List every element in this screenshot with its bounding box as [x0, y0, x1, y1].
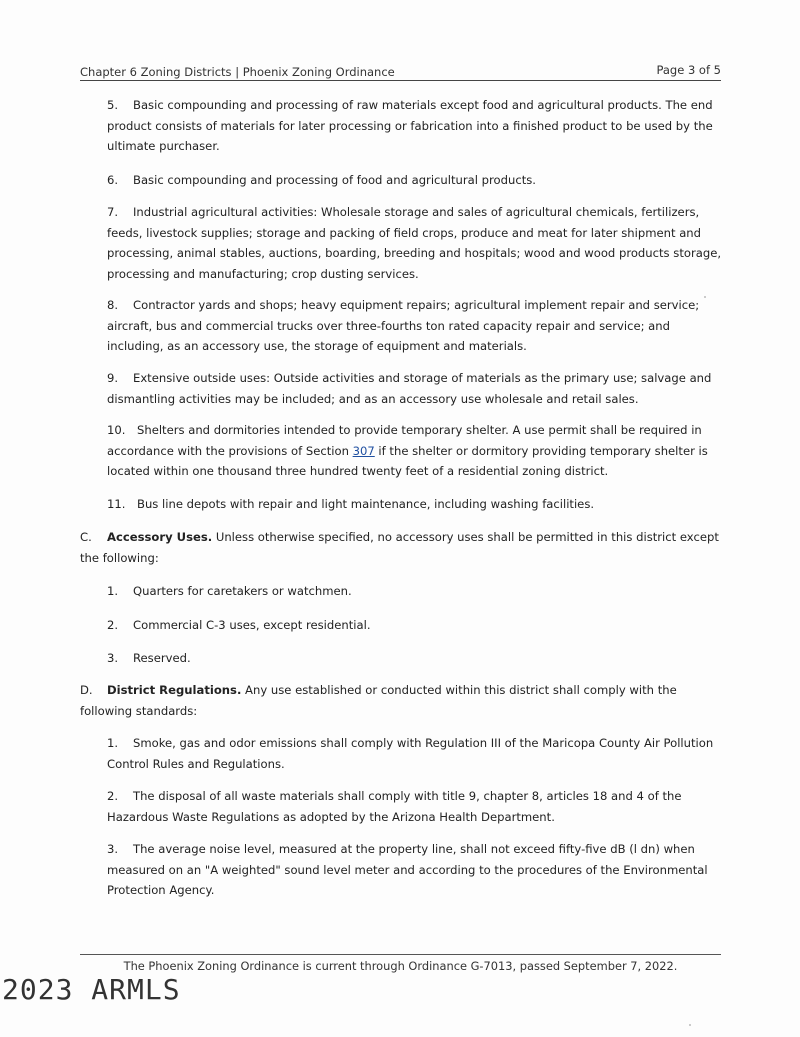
item-number: 2.: [107, 618, 119, 632]
item-text: The disposal of all waste materials shall comply with title 9, chapter 8, articles 18 and 4 of the Hazardous Waste Regulations as adopted by the Arizona Health Department.: [107, 789, 682, 824]
section-text: Unless otherwise specified, no accessory uses shall be permitted in this district except the following:: [80, 530, 719, 565]
list-item-5: [107, 95, 721, 157]
section-letter: C.: [80, 530, 92, 544]
page-footer: The Phoenix Zoning Ordinance is current through Ordinance G-7013, passed September 7, 2022.: [123, 959, 678, 973]
item-text: The average noise level, measured at the property line, shall not exceed fifty-five dB (l dn) when measured on an "A weighted" sound level meter and according to the procedures of the Environmental Protection Agency.: [107, 842, 708, 897]
page-number: Page 3 of 5: [656, 63, 721, 77]
accessory-item-2: [107, 615, 721, 636]
item-number: 8.: [107, 298, 119, 312]
header-divider: [80, 80, 721, 81]
list-item-7: [107, 202, 721, 284]
item-text: Extensive outside uses: Outside activities and storage of materials as the primary use; salvage and dismantling activities may be included; and as an accessory use wholesale and retail sales.: [107, 371, 712, 406]
item-text: Bus line depots with repair and light maintenance, including washing facilities.: [137, 497, 595, 511]
item-text: Industrial agricultural activities: Wholesale storage and sales of agricultural chemicals, fertilizers, feeds, livestock supplies; storage and packing of field crops, produce and meat for later shipment and processing, animal stables, auctions, boarding, breeding and hospitals; wood and wood products storage, processing and manufacturing; crop dusting services.: [107, 205, 722, 281]
item-number: 3.: [107, 651, 119, 665]
section-307-link[interactable]: 307: [352, 443, 375, 458]
item-text: Smoke, gas and odor emissions shall comply with Regulation III of the Maricopa County Air Pollution Control Rules and Regulations.: [107, 736, 714, 771]
section-c-accessory-uses: [80, 527, 721, 568]
section-d-district-regulations: [80, 680, 721, 721]
list-item-11: [107, 494, 721, 515]
item-text-after: if the shelter or dormitory providing temporary shelter is located within one thousand three hundred twenty feet of a residential zoning district.: [107, 443, 708, 478]
regulation-item-1: [107, 733, 721, 774]
accessory-item-3: [107, 648, 721, 669]
list-item-9: [107, 368, 721, 409]
item-text-before: Shelters and dormitories intended to provide temporary shelter. A use permit shall be required in accordance with the provisions of Section: [107, 423, 702, 458]
item-text: Commercial C-3 uses, except residential.: [133, 618, 371, 632]
section-heading: Accessory Uses.: [107, 530, 213, 544]
item-number: 2.: [107, 789, 119, 803]
item-number: 10.: [107, 423, 126, 437]
watermark: 2023 ARMLS: [2, 973, 181, 1006]
list-item-10: [107, 420, 721, 482]
list-item-6: [107, 170, 721, 191]
item-text: Basic compounding and processing of food and agricultural products.: [133, 173, 536, 187]
item-number: 3.: [107, 842, 119, 856]
regulation-item-3: [107, 839, 721, 901]
item-text: Contractor yards and shops; heavy equipment repairs; agricultural implement repair and service; aircraft, bus and commercial trucks over three-fourths ton rated capacity repair and service; and including, as an accessory use, the storage of equipment and materials.: [107, 298, 700, 353]
item-text: Reserved.: [133, 651, 191, 665]
item-number: 11.: [107, 497, 126, 511]
header-title: Chapter 6 Zoning Districts | Phoenix Zoning Ordinance: [80, 65, 395, 79]
scan-speck: [689, 1024, 691, 1026]
item-number: 9.: [107, 371, 119, 385]
scan-speck: [704, 296, 706, 298]
item-text: Quarters for caretakers or watchmen.: [133, 584, 352, 598]
item-number: 1.: [107, 584, 119, 598]
item-number: 7.: [107, 205, 119, 219]
item-text: Basic compounding and processing of raw materials except food and agricultural products. The end product consists of materials for later processing or fabrication into a finished product to be used by the ultimate purchaser.: [107, 98, 713, 153]
accessory-item-1: [107, 581, 721, 602]
item-number: 1.: [107, 736, 119, 750]
section-heading: District Regulations.: [107, 683, 242, 697]
footer-divider: [80, 954, 721, 955]
section-letter: D.: [80, 683, 93, 697]
regulation-item-2: [107, 786, 721, 827]
item-number: 6.: [107, 173, 119, 187]
list-item-8: [107, 295, 721, 357]
item-number: 5.: [107, 98, 119, 112]
section-text: Any use established or conducted within this district shall comply with the following standards:: [80, 683, 677, 718]
